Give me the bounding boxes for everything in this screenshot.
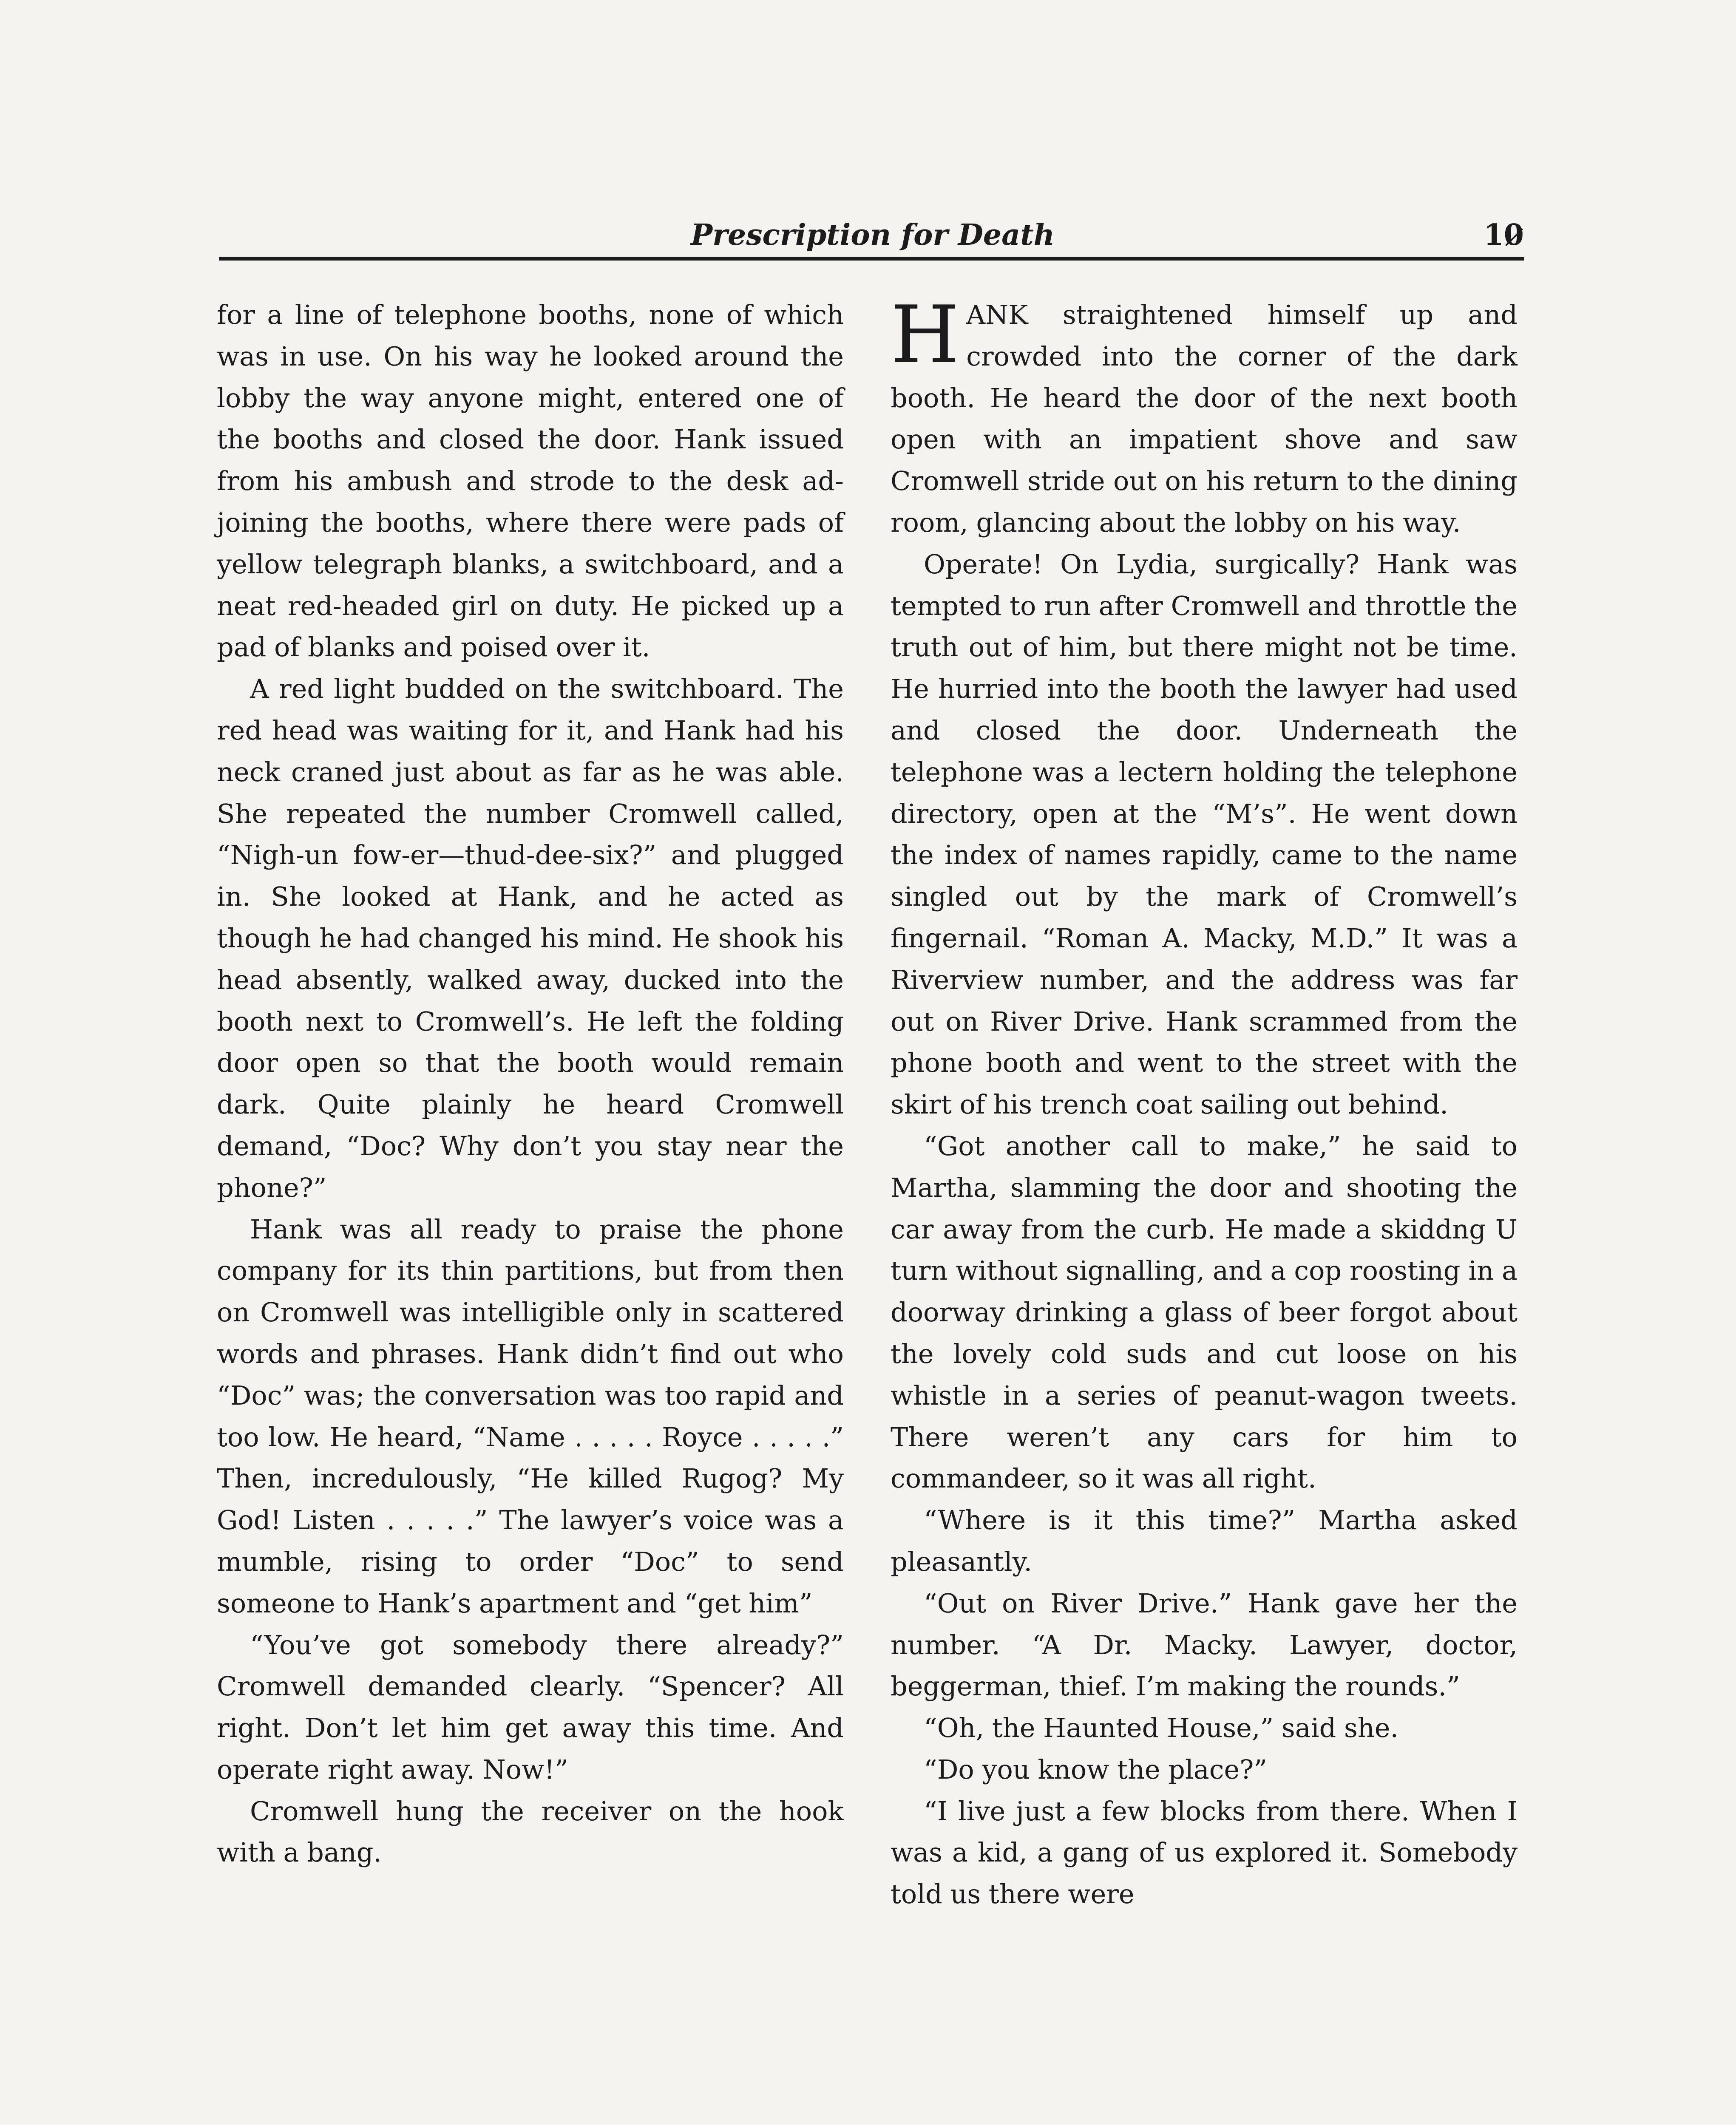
paragraph: A red light budded on the switchboard. The red head was waiting for it, and Hank had his neck craned just about as far as he was able. She repeated the number Cromwell called, “Nigh-un fow-er—thud-dee-six?” and plugged in. She looked at Hank, and he acted as though he had changed his mind. He shook his head absently, walked away, ducked into the booth next to Cromwell’s. He left the folding door open so that the booth would remain dark. Quite plainly he heard Cromwell demand, “Doc? Why don’t you stay near the phone?” xyxy=(217,673,844,1203)
paragraph: “Oh, the Haunted House,” said she. xyxy=(924,1712,1399,1744)
paragraph: Operate! On Lydia, surgically? Hank was tempted to run after Cromwell and throttle the truth out of him, but there might not be time. He hurried into the booth the lawyer had used and closed the door. Underneath the telephone was a lectern holding the telephone directory, open at the “M’s”. He went down the index of names rapidly, came to the name singled out by the mark of Cromwell’s fingernail. “Roman A. Macky, M.D.” It was a Riverview number, and the address was far out on River Drive. Hank scrammed from the phone booth and went to the street with the skirt of his trench coat sailing out behind. xyxy=(891,548,1518,1120)
paragraph: “I live just a few blocks from there. When I was a kid, a gang of us explored it. Somebody told us there were xyxy=(891,1795,1518,1910)
paragraph: Hank was all ready to praise the phone company for its thin partitions, but from then on Cromwell was intelligible only in scattered words and phrases. Hank didn’t find out who “Doc” was; the conversation was too rapid and too low. He heard, “Name . . . . . Royce . . . . .” Then, incredulously, “He killed Rugog? My God! Listen . . . . .” The lawyer’s voice was a mumble, rising to order “Doc” to send someone to Hank’s apartment and “get him” xyxy=(217,1213,844,1619)
running-head-title: Prescription for Death xyxy=(691,218,1055,252)
opening-paragraph-text: ANK straightened himself up and crowded into the corner of the dark booth. He heard the door of the next booth open with an impatient shove and saw Cromwell stride out on his return to the dining room, glancing about the lobby on his way. xyxy=(891,299,1518,538)
paragraph: Cromwell hung the receiver on the hook with a bang. xyxy=(217,1795,844,1868)
left-column xyxy=(217,294,844,1873)
paragraph: “You’ve got somebody there already?” Cromwell demanded clearly. “Spencer? All right. Don’t let him get away this time. And operate right away. Now!” xyxy=(217,1629,844,1785)
header-rule xyxy=(219,257,1524,261)
paragraph: “Where is it this time?” Martha asked pleasantly. xyxy=(891,1504,1518,1577)
paragraph: “Got another call to make,” he said to Martha, slamming the door and shooting the car away from the curb. He made a skiddng U turn without signalling, and a cop roosting in a doorway drinking a glass of beer forgot about the lovely cold suds and cut loose on his whistle in a series of peanut-wagon tweets. There weren’t any cars for him to commandeer, so it was all right. xyxy=(891,1130,1518,1494)
right-column xyxy=(891,289,1518,1915)
paragraph: “Do you know the place?” xyxy=(924,1754,1268,1785)
running-header xyxy=(219,216,1524,256)
paragraph: “Out on River Drive.” Hank gave her the number. “A Dr. Macky. Lawyer, doctor, beggerman, thief. I’m making the rounds.” xyxy=(891,1587,1518,1702)
opening-paragraph xyxy=(891,289,1518,544)
drop-cap: H xyxy=(891,289,960,381)
paragraph: for a line of telephone booths, none of which was in use. On his way he looked around the lobby the way anyone might, entered one of the booths and closed the door. Hank issued from his ambush and strode to the desk adjoining the booths, where there were pads of yellow telegraph blanks, a switchboard, and a neat red-headed girl on duty. He picked up a pad of blanks and poised over it. xyxy=(217,299,844,663)
page-number: 10̷ xyxy=(1484,218,1524,252)
